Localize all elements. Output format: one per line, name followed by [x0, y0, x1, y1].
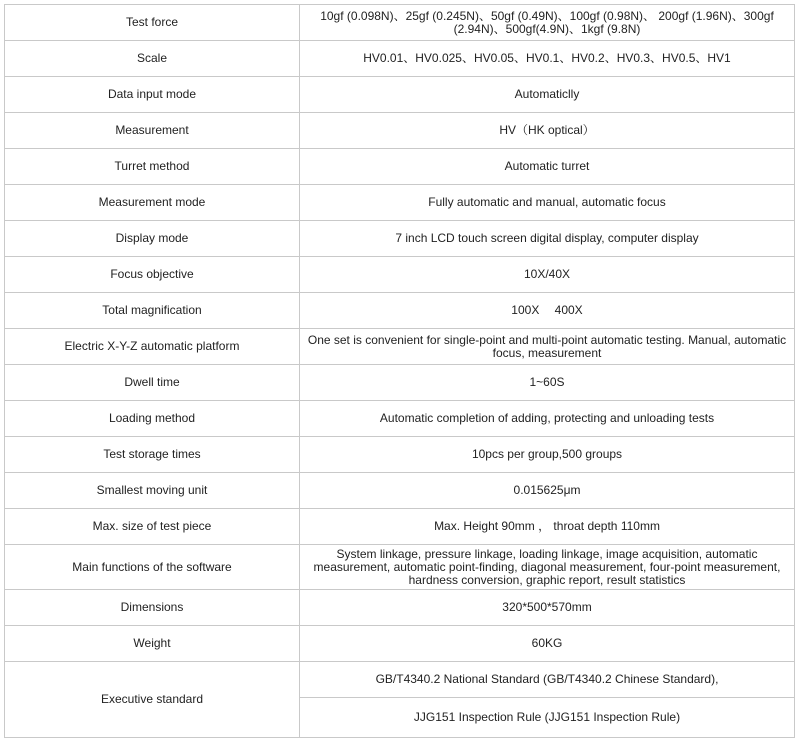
- spec-table-container: [4, 4, 795, 738]
- executive-standard-value: JJG151 Inspection Rule (JJG151 Inspection Rule): [300, 698, 795, 738]
- table-row: [5, 473, 795, 509]
- row-value: 10X/40X: [300, 257, 795, 293]
- row-value: Max. Height 90mm ， throat depth 110mm: [300, 509, 795, 545]
- row-value: 1~60S: [300, 365, 795, 401]
- executive-standard-label: Executive standard: [5, 662, 300, 738]
- table-row: [5, 329, 795, 365]
- table-row: [5, 41, 795, 77]
- row-label: Turret method: [5, 149, 300, 185]
- table-row: [5, 77, 795, 113]
- row-value: One set is convenient for single-point and multi-point automatic testing. Manual, automatic focus, measurement: [300, 329, 795, 365]
- table-row: [5, 590, 795, 626]
- row-label: Focus objective: [5, 257, 300, 293]
- row-label: Measurement: [5, 113, 300, 149]
- table-row: [5, 113, 795, 149]
- row-label: Test storage times: [5, 437, 300, 473]
- row-label: Dimensions: [5, 590, 300, 626]
- row-label: Electric X-Y-Z automatic platform: [5, 329, 300, 365]
- table-row: [5, 257, 795, 293]
- row-value: Fully automatic and manual, automatic focus: [300, 185, 795, 221]
- row-label: Test force: [5, 5, 300, 41]
- row-value: HV0.01、HV0.025、HV0.05、HV0.1、HV0.2、HV0.3、HV0.5、HV1: [300, 41, 795, 77]
- table-row: [5, 626, 795, 662]
- table-row: [5, 221, 795, 257]
- row-value: System linkage, pressure linkage, loading linkage, image acquisition, automatic measurement, automatic point-finding, diagonal measurement, four-point measurement, hardness conversion, graphic report, result statistics: [300, 545, 795, 590]
- row-value: Automatic completion of adding, protecting and unloading tests: [300, 401, 795, 437]
- row-label: Dwell time: [5, 365, 300, 401]
- table-row: [5, 149, 795, 185]
- table-row: [5, 293, 795, 329]
- row-value: 0.015625μm: [300, 473, 795, 509]
- row-value: Automaticlly: [300, 77, 795, 113]
- row-label: Data input mode: [5, 77, 300, 113]
- row-label: Display mode: [5, 221, 300, 257]
- table-row: [5, 437, 795, 473]
- table-row: [5, 509, 795, 545]
- row-value: HV（HK optical）: [300, 113, 795, 149]
- table-row: [5, 401, 795, 437]
- row-label: Max. size of test piece: [5, 509, 300, 545]
- row-label: Smallest moving unit: [5, 473, 300, 509]
- row-value: 60KG: [300, 626, 795, 662]
- table-row: [5, 365, 795, 401]
- row-label: Scale: [5, 41, 300, 77]
- row-label: Measurement mode: [5, 185, 300, 221]
- row-value: 100X 400X: [300, 293, 795, 329]
- row-label: Total magnification: [5, 293, 300, 329]
- table-row: [5, 662, 795, 698]
- table-row: [5, 185, 795, 221]
- executive-standard-value: GB/T4340.2 National Standard (GB/T4340.2 Chinese Standard),: [300, 662, 795, 698]
- row-label: Weight: [5, 626, 300, 662]
- spec-table: [4, 4, 795, 738]
- table-row: [5, 5, 795, 41]
- row-value: 320*500*570mm: [300, 590, 795, 626]
- row-value: 10gf (0.098N)、25gf (0.245N)、50gf (0.49N)、100gf (0.98N)、 200gf (1.96N)、300gf (2.94N)、500gf(4.9N)、1kgf (9.8N): [300, 5, 795, 41]
- row-value: 7 inch LCD touch screen digital display, computer display: [300, 221, 795, 257]
- row-label: Main functions of the software: [5, 545, 300, 590]
- row-label: Loading method: [5, 401, 300, 437]
- row-value: Automatic turret: [300, 149, 795, 185]
- table-row: [5, 545, 795, 590]
- row-value: 10pcs per group,500 groups: [300, 437, 795, 473]
